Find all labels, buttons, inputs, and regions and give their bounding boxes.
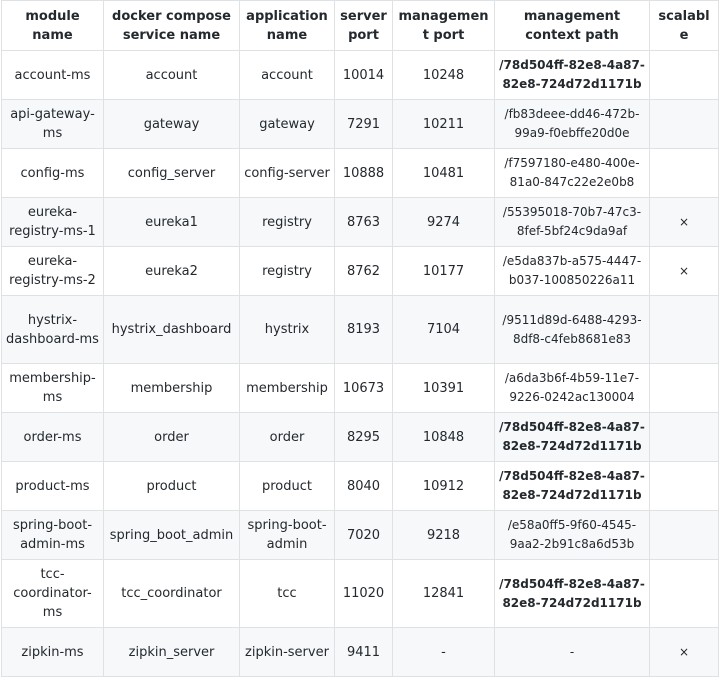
scalable-cell: × [650,247,719,296]
module-cell: membership-ms [2,364,104,413]
management-port-cell: 10848 [393,413,495,462]
management-port-cell: 12841 [393,560,495,628]
context-path-cell: /9511d89d-6488-4293-8df8-c4feb8681e83 [495,296,650,364]
application-cell: hystrix [240,296,335,364]
header-scalable: scalable [650,1,719,51]
header-module-name: module name [2,1,104,51]
management-port-cell: 10912 [393,462,495,511]
context-path-cell: /fb83deee-dd46-472b-99a9-f0ebffe20d0e [495,100,650,149]
context-path-cell: /a6da3b6f-4b59-11e7-9226-0242ac130004 [495,364,650,413]
module-cell: eureka-registry-ms-2 [2,247,104,296]
management-port-cell: 7104 [393,296,495,364]
services-table [1,0,719,677]
server-port-cell: 8040 [335,462,393,511]
application-cell: zipkin-server [240,628,335,677]
table-row [2,100,719,149]
table-row [2,462,719,511]
header-docker-service-name: docker compose service name [104,1,240,51]
management-port-cell: 9218 [393,511,495,560]
module-cell: zipkin-ms [2,628,104,677]
scalable-cell [650,149,719,198]
service-cell: product [104,462,240,511]
server-port-cell: 10014 [335,51,393,100]
context-path-cell: /55395018-70b7-47c3-8fef-5bf24c9da9af [495,198,650,247]
service-cell: config_server [104,149,240,198]
scalable-cell [650,462,719,511]
service-cell: account [104,51,240,100]
module-cell: config-ms [2,149,104,198]
table-body [2,51,719,677]
context-path-cell: /78d504ff-82e8-4a87-82e8-724d72d1171b [495,462,650,511]
module-cell: order-ms [2,413,104,462]
scalable-cell: × [650,628,719,677]
application-cell: registry [240,198,335,247]
scalable-cell [650,413,719,462]
application-cell: order [240,413,335,462]
table-row [2,511,719,560]
management-port-cell: - [393,628,495,677]
context-path-cell: /e5da837b-a575-4447-b037-100850226a11 [495,247,650,296]
context-path-cell: /78d504ff-82e8-4a87-82e8-724d72d1171b [495,413,650,462]
application-cell: membership [240,364,335,413]
server-port-cell: 8763 [335,198,393,247]
table-row [2,364,719,413]
application-cell: account [240,51,335,100]
management-port-cell: 10177 [393,247,495,296]
header-server-port: server port [335,1,393,51]
scalable-cell [650,51,719,100]
service-cell: spring_boot_admin [104,511,240,560]
server-port-cell: 10888 [335,149,393,198]
application-cell: gateway [240,100,335,149]
context-path-cell: /78d504ff-82e8-4a87-82e8-724d72d1171b [495,51,650,100]
server-port-cell: 10673 [335,364,393,413]
header-application-name: application name [240,1,335,51]
table-row [2,51,719,100]
management-port-cell: 10391 [393,364,495,413]
management-port-cell: 10248 [393,51,495,100]
service-cell: tcc_coordinator [104,560,240,628]
table-row [2,560,719,628]
server-port-cell: 8193 [335,296,393,364]
header-management-port: management port [393,1,495,51]
management-port-cell: 10211 [393,100,495,149]
header-management-context-path: management context path [495,1,650,51]
service-cell: hystrix_dashboard [104,296,240,364]
context-path-cell: - [495,628,650,677]
table-row [2,198,719,247]
application-cell: tcc [240,560,335,628]
scalable-cell: × [650,198,719,247]
module-cell: spring-boot-admin-ms [2,511,104,560]
server-port-cell: 7291 [335,100,393,149]
module-cell: eureka-registry-ms-1 [2,198,104,247]
application-cell: product [240,462,335,511]
module-cell: hystrix-dashboard-ms [2,296,104,364]
management-port-cell: 10481 [393,149,495,198]
context-path-cell: /78d504ff-82e8-4a87-82e8-724d72d1171b [495,560,650,628]
service-cell: eureka2 [104,247,240,296]
scalable-cell [650,511,719,560]
module-cell: api-gateway-ms [2,100,104,149]
scalable-cell [650,296,719,364]
server-port-cell: 7020 [335,511,393,560]
service-cell: order [104,413,240,462]
management-port-cell: 9274 [393,198,495,247]
context-path-cell: /f7597180-e480-400e-81a0-847c22e2e0b8 [495,149,650,198]
server-port-cell: 11020 [335,560,393,628]
table-row [2,149,719,198]
context-path-cell: /e58a0ff5-9f60-4545-9aa2-2b91c8a6d53b [495,511,650,560]
service-cell: zipkin_server [104,628,240,677]
scalable-cell [650,100,719,149]
module-cell: tcc-coordinator-ms [2,560,104,628]
table-header-row [2,1,719,51]
table-row [2,413,719,462]
service-cell: gateway [104,100,240,149]
server-port-cell: 8762 [335,247,393,296]
application-cell: spring-boot-admin [240,511,335,560]
scalable-cell [650,560,719,628]
module-cell: product-ms [2,462,104,511]
server-port-cell: 9411 [335,628,393,677]
table-row [2,247,719,296]
table-row [2,628,719,677]
application-cell: config-server [240,149,335,198]
service-cell: membership [104,364,240,413]
server-port-cell: 8295 [335,413,393,462]
scalable-cell [650,364,719,413]
table-row [2,296,719,364]
application-cell: registry [240,247,335,296]
module-cell: account-ms [2,51,104,100]
service-cell: eureka1 [104,198,240,247]
